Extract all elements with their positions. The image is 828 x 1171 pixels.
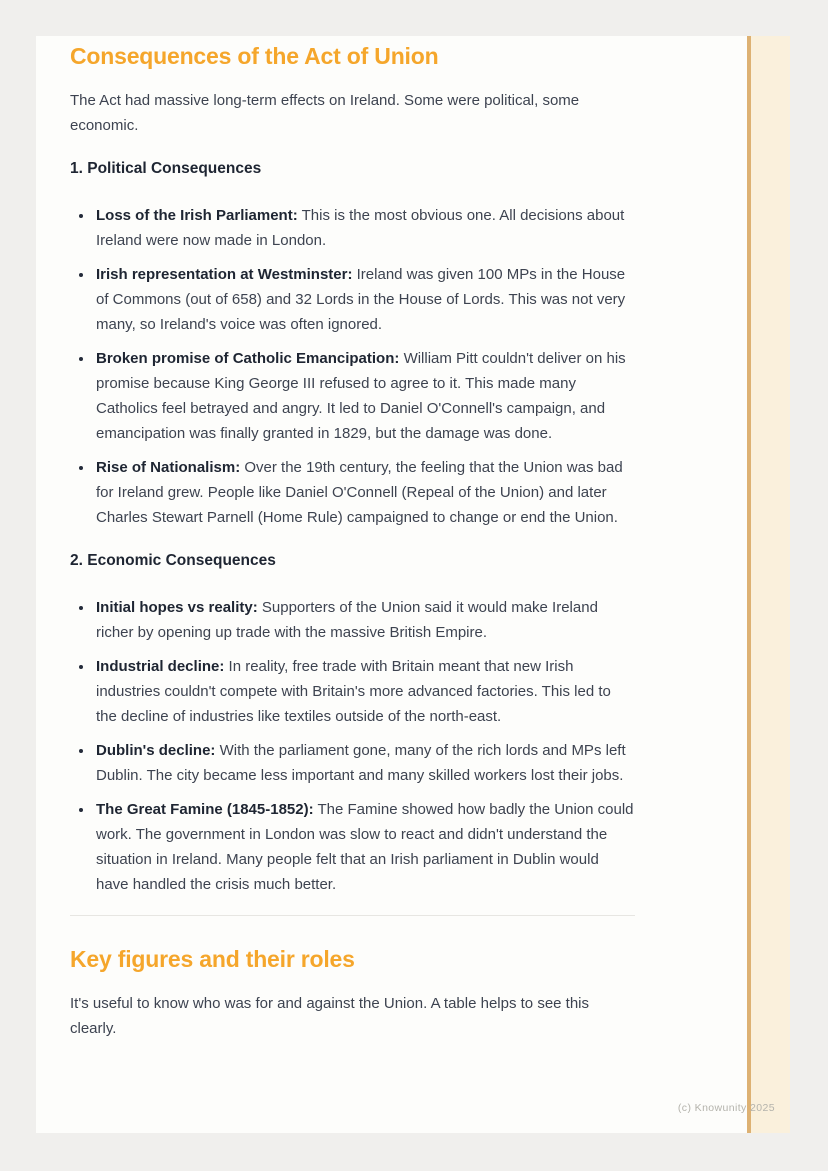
copyright-watermark: (c) Knowunity 2025: [677, 1102, 775, 1114]
bullet-text: Supporters of the Union said it would make Ireland richer by opening up trade with the massive British Empire.: [96, 599, 598, 641]
bullet-lead: Dublin's decline:: [96, 742, 216, 759]
bullet-lead: The Great Famine (1845-1852):: [96, 801, 314, 818]
political-consequences-list: [70, 203, 635, 530]
economic-consequences-list: [70, 595, 635, 897]
bullet-lead: Rise of Nationalism:: [96, 459, 241, 476]
section-title-consequences: Consequences of the Act of Union: [70, 43, 439, 69]
bullet-text: Over the 19th century, the feeling that the Union was bad for Ireland grew. People like Daniel O'Connell (Repeal of the Union) and later Charles Stewart Parnell (Home Rule) campaigned to change or end the Union.: [96, 459, 623, 526]
document-content: [70, 36, 635, 1041]
section-title-key-figures: Key figures and their roles: [70, 946, 355, 972]
bullet-lead: Loss of the Irish Parliament:: [96, 207, 298, 224]
list-item: [94, 738, 635, 788]
list-item: [94, 455, 635, 530]
key-figures-intro-paragraph: It's useful to know who was for and against the Union. A table helps to see this clearly.: [70, 995, 590, 1037]
bullet-text: William Pitt couldn't deliver on his promise because King George III refused to agree to it. This made many Catholics feel betrayed and angry. It led to Daniel O'Connell's campaign, and emancipation was finally granted in 1829, but the damage was done.: [96, 350, 626, 442]
bullet-text: Ireland was given 100 MPs in the House of Commons (out of 658) and 32 Lords in the House of Lords. This was not very many, so Ireland's voice was often ignored.: [96, 266, 626, 333]
document-page: [36, 36, 790, 1133]
list-item: [94, 346, 635, 446]
bullet-text: The Famine showed how badly the Union could work. The government in London was slow to react and didn't understand the situation in Ireland. Many people felt that an Irish parliament in Dublin would have handled the crisis much better.: [96, 801, 634, 893]
bullet-text: This is the most obvious one. All decisions about Ireland were now made in London.: [96, 207, 625, 249]
list-item: [94, 595, 635, 645]
section-divider: [70, 915, 635, 916]
subsection-heading-economic: 2. Economic Consequences: [70, 552, 276, 569]
bullet-text: In reality, free trade with Britain meant that new Irish industries couldn't compete with Britain's more advanced factories. This led to the decline of industries like textiles outside of the north-east.: [96, 658, 611, 725]
intro-paragraph: The Act had massive long-term effects on Ireland. Some were political, some economic.: [70, 92, 580, 134]
list-item: [94, 797, 635, 897]
list-item: [94, 654, 635, 729]
subsection-heading-political: 1. Political Consequences: [70, 160, 262, 177]
bullet-lead: Initial hopes vs reality:: [96, 599, 258, 616]
list-item: [94, 203, 635, 253]
bullet-lead: Industrial decline:: [96, 658, 225, 675]
bullet-text: With the parliament gone, many of the rich lords and MPs left Dublin. The city became less important and many skilled workers lost their jobs.: [96, 742, 626, 784]
page-edge-strip: [747, 36, 790, 1133]
list-item: [94, 262, 635, 337]
bullet-lead: Broken promise of Catholic Emancipation:: [96, 350, 400, 367]
bullet-lead: Irish representation at Westminster:: [96, 266, 353, 283]
